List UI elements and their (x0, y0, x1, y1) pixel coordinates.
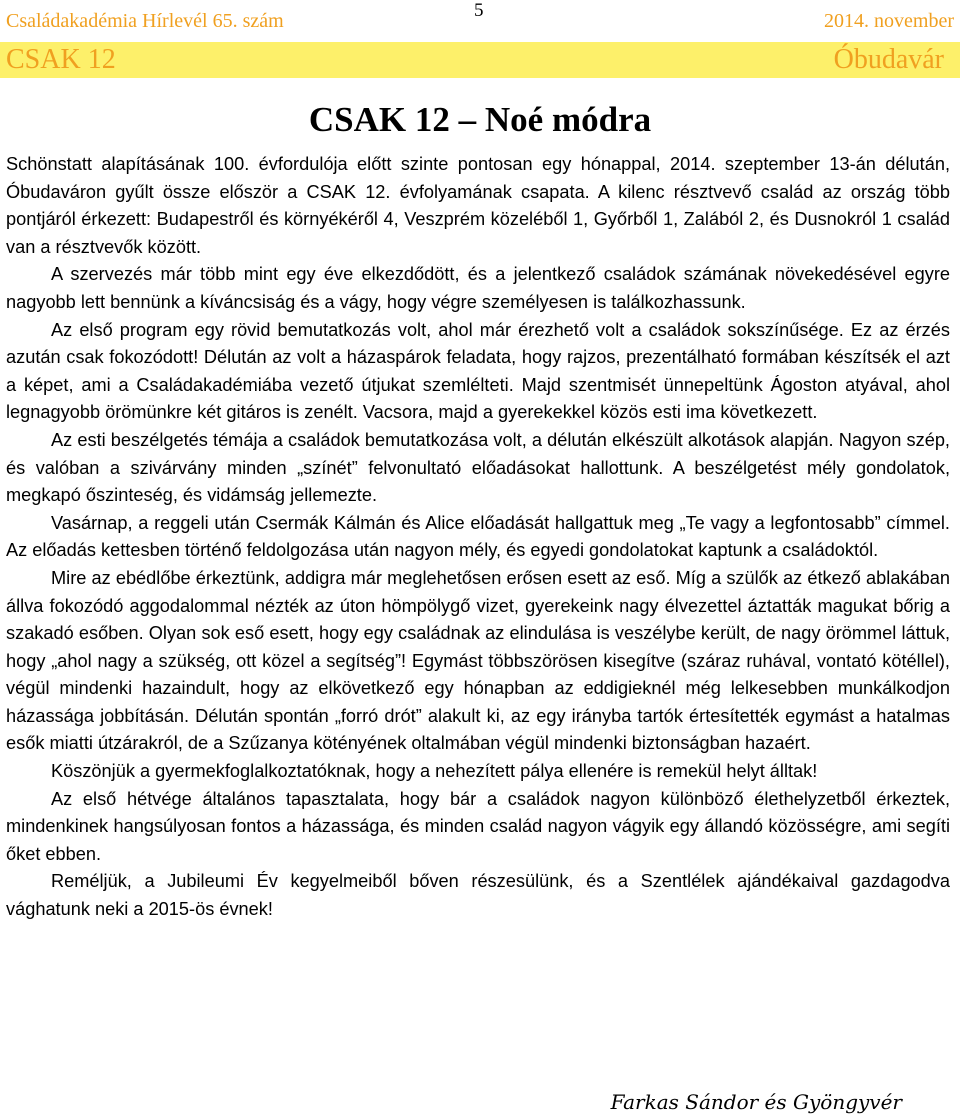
section-name: CSAK 12 (6, 44, 116, 75)
paragraph: Schönstatt alapításának 100. évfordulója előtt szinte pontosan egy hónappal, 2014. szeptember 13-án délután, Óbudaváron gyűlt össze először a CSAK 12. évfolyamának csapata. A kilenc résztvevő család az ország több pontjáról érkezett: Budapestről és környékéről 4, Veszprém közeléből 1, Győrből 1, Zalából 2, és Dusnokról 1 család van a résztvevők között. (6, 154, 950, 257)
location-name: Óbudavár (833, 44, 944, 75)
paragraph: Az első hétvége általános tapasztalata, hogy bár a családok nagyon különböző élethelyzetből érkeztek, mindenkinek hangsúlyosan fontos a házassága, és minden család nagyon vágyik egy állandó közösségre, ami segíti őket ebben. (6, 788, 950, 864)
paragraph: A szervezés már több mint egy éve elkezdődött, és a jelentkező családok számának növekedésével egyre nagyobb lett bennünk a kíváncsiság és a vágy, hogy végre személyesen is találkozhassunk. (6, 264, 950, 312)
article-body (6, 151, 950, 924)
newsletter-title: Családakadémia Hírlevél 65. szám (6, 10, 284, 32)
paragraph: Vasárnap, a reggeli után Csermák Kálmán és Alice előadását hallgattuk meg „Te vagy a legfontosabb” címmel. Az előadás kettesben történő feldolgozása után nagyon mély, és egyedi gondolatokat kaptunk a családoktól. (6, 512, 950, 561)
issue-date: 2014. november (824, 10, 954, 32)
page-header (0, 0, 960, 44)
paragraph: Reméljük, a Jubileumi Év kegyelmeiből bőven részesülünk, és a Szentlélek ajándékaival gazdagodva vághatunk neki a 2015-ös évnek! (6, 871, 950, 920)
paragraph: Mire az ebédlőbe érkeztünk, addigra már meglehetősen erősen esett az eső. Míg a szülők az étkező ablakában állva fokozódó aggodalommal nézték az úton hömpölygő vizet, gyerekeink nagy élvezettel áztatták magukat bőrig a szakadó esőben. Olyan sok eső esett, hogy egy családnak az elindulása is veszélybe került, de nagy örömmel láttuk, hogy „ahol nagy a szükség, ott közel a segítség”! Egymást többszörösen kisegítve (száraz ruhával, vontató kötéllel), végül mindenki hazaindult, hogy az elkövetkező egy hónapban az eddigieknél még lelkesebben munkálkodjon házassága jobbításán. Délután spontán „forró drót” alakult ki, az egy irányba tartók értesítették egymást a hatalmas esők miatti útzárakról, de a Szűzanya kötényének oltalmában végül mindenki biztonságban hazaért. (6, 567, 950, 754)
page-number: 5 (474, 0, 484, 21)
paragraph: Az esti beszélgetés témája a családok bemutatkozása volt, a délután elkészült alkotások alapján. Nagyon szép, és valóban a szivárvány minden „színét” felvonultató előadásokat hallottunk. A beszélgetést mély gondolatok, megkapó őszinteség, és vidámság jellemezte. (6, 429, 950, 506)
article-title: CSAK 12 – Noé módra (308, 100, 652, 139)
paragraph: Köszönjük a gyermekfoglalkoztatóknak, hogy a nehezített pálya ellenére is remekül helyt álltak! (51, 761, 818, 782)
author-signature: Farkas Sándor és Gyöngyvér (610, 1090, 902, 1114)
paragraph: Az első program egy rövid bemutatkozás volt, ahol már érezhető volt a családok sokszínűsége. Ez az érzés azután csak fokozódott! Délután az volt a házaspárok feladata, hogy rajzos, prezentálható formában készítsék el azt a képet, ami a Családakadémiába vezető útjukat szemlélteti. Majd szentmisét ünnepeltünk Ágoston atyával, ahol legnagyobb örömünkre két gitáros is zenélt. Vacsora, majd a gyerekekkel közös esti ima következett. (6, 319, 950, 423)
section-band (0, 42, 960, 78)
